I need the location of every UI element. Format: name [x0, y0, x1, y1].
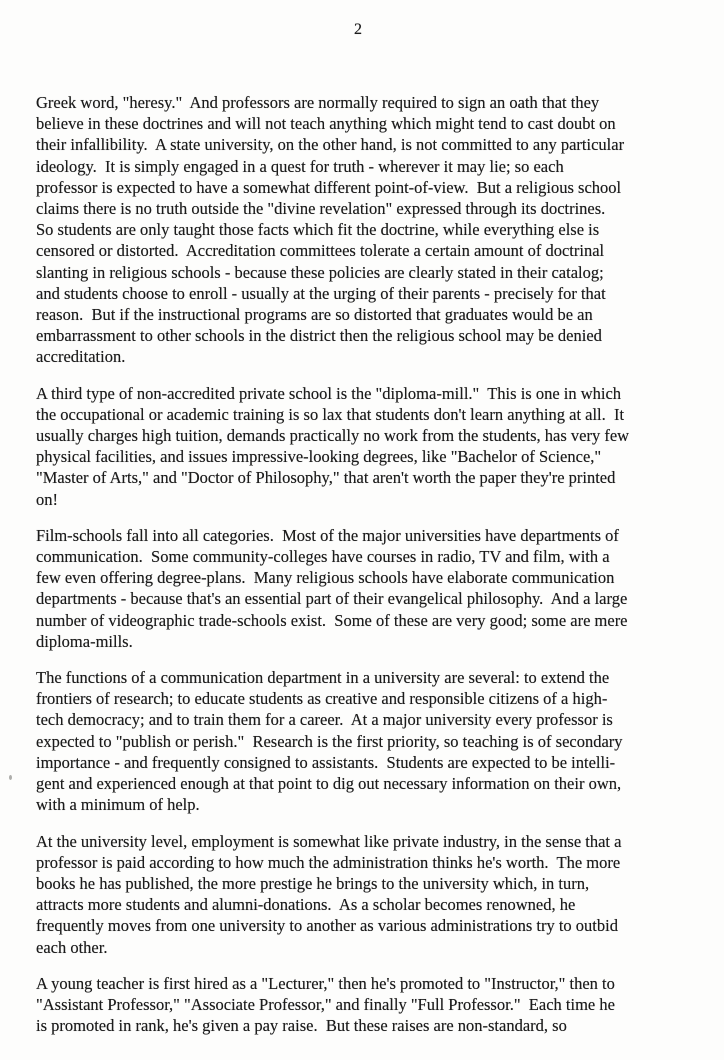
text-line: their infallibility. A state university, on the other hand, is not committed to any particular	[36, 135, 625, 155]
text-line: on!	[36, 489, 58, 509]
text-line: gent and experienced enough at that point to dig out necessary information on their own,	[36, 774, 622, 794]
document-body	[36, 92, 698, 1036]
text-line: with a minimum of help.	[36, 795, 200, 815]
text-line: physical facilities, and issues impressive-looking degrees, like "Bachelor of Science,"	[36, 447, 602, 467]
text-line: believe in these doctrines and will not teach anything which might tend to cast doubt on	[36, 114, 616, 134]
text-line: each other.	[36, 937, 108, 957]
paragraph	[36, 525, 698, 652]
text-line: is promoted in rank, he's given a pay raise. But these raises are non-standard, so	[36, 1016, 567, 1036]
text-line: diploma-mills.	[36, 631, 133, 651]
text-line: "Assistant Professor," "Associate Professor," and finally "Full Professor." Each time he	[36, 994, 615, 1014]
text-line: reason. But if the instructional programs are so distorted that graduates would be an	[36, 305, 593, 325]
text-line: censored or distorted. Accreditation committees tolerate a certain amount of doctrinal	[36, 241, 605, 261]
text-line: books he has published, the more prestige he brings to the university which, in turn,	[36, 873, 590, 893]
text-line: professor is paid according to how much the administration thinks he's worth. The more	[36, 852, 621, 872]
text-line: embarrassment to other schools in the district then the religious school may be denied	[36, 326, 602, 346]
text-line: importance - and frequently consigned to assistants. Students are expected to be intelli-	[36, 752, 616, 772]
text-line: Film-schools fall into all categories. Most of the major universities have departments of	[36, 525, 619, 545]
text-line: A young teacher is first hired as a "Lecturer," then he's promoted to "Instructor," then to	[36, 973, 615, 993]
paragraph	[36, 92, 698, 368]
text-line: and students choose to enroll - usually at the urging of their parents - precisely for that	[36, 283, 606, 303]
text-line: communication. Some community-colleges have courses in radio, TV and film, with a	[36, 547, 610, 567]
text-line: So students are only taught those facts which fit the doctrine, while everything else is	[36, 220, 600, 240]
text-line: number of videographic trade-schools exist. Some of these are very good; some are mere	[36, 610, 628, 630]
page-number: 2	[354, 21, 362, 38]
text-line: professor is expected to have a somewhat different point-of-view. But a religious school	[36, 177, 622, 197]
text-line: The functions of a communication department in a university are several: to extend the	[36, 668, 610, 688]
paragraph	[36, 667, 698, 815]
text-line: "Master of Arts," and "Doctor of Philosophy," that aren't worth the paper they're printed	[36, 468, 616, 488]
text-line: tech democracy; and to train them for a career. At a major university every professor is	[36, 710, 613, 730]
text-line: attracts more students and alumni-donations. As a scholar becomes renowned, he	[36, 895, 576, 915]
text-line: A third type of non-accredited private school is the "diploma-mill." This is one in which	[36, 383, 622, 403]
text-line: frontiers of research; to educate students as creative and responsible citizens of a high-	[36, 689, 608, 709]
text-line: ideology. It is simply engaged in a quest for truth - wherever it may lie; so each	[36, 156, 564, 176]
paragraph	[36, 383, 698, 510]
text-line: usually charges high tuition, demands practically no work from the students, has very few	[36, 426, 630, 446]
text-line: the occupational or academic training is so lax that students don't learn anything at all. It	[36, 404, 625, 424]
text-line: departments - because that's an essential part of their evangelical philosophy. And a large	[36, 589, 628, 609]
text-line: At the university level, employment is somewhat like private industry, in the sense that a	[36, 831, 622, 851]
text-line: accreditation.	[36, 347, 126, 367]
paragraph	[36, 973, 698, 1037]
text-line: Greek word, "heresy." And professors are normally required to sign an oath that they	[36, 93, 600, 112]
text-line: few even offering degree-plans. Many religious schools have elaborate communication	[36, 568, 615, 588]
text-line: slanting in religious schools - because these policies are clearly stated in their catalog;	[36, 262, 604, 282]
text-line: claims there is no truth outside the "divine revelation" expressed through its doctrines.	[36, 199, 606, 219]
paragraph	[36, 831, 698, 958]
scan-artifact-speck	[9, 775, 12, 780]
text-line: expected to "publish or perish." Research is the first priority, so teaching is of secondary	[36, 731, 623, 751]
text-line: frequently moves from one university to another as various administrations try to outbid	[36, 916, 618, 936]
